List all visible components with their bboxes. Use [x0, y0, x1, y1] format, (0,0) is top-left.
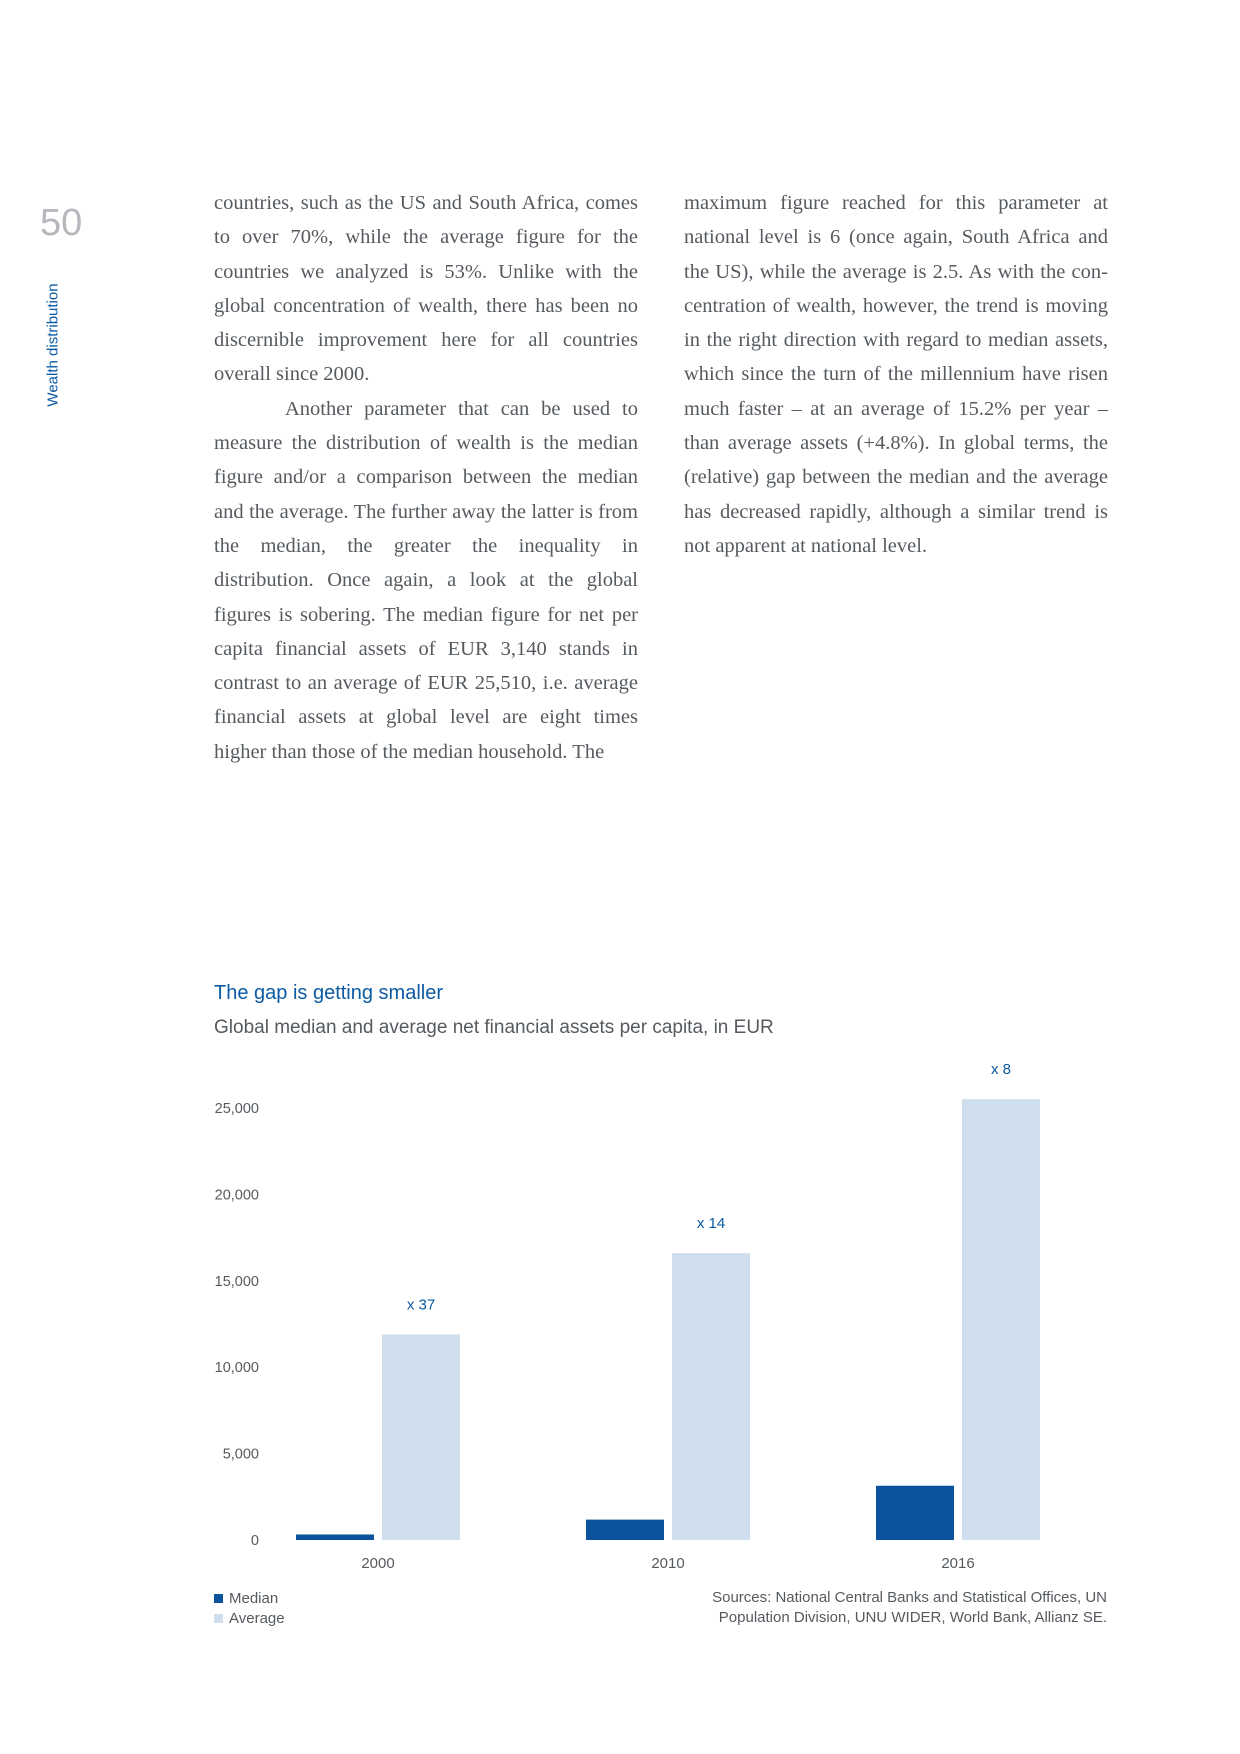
y-tick-label: 5,000	[222, 1446, 259, 1463]
bar-average-2000	[382, 1334, 460, 1540]
section-label: Wealth distribution	[44, 283, 62, 407]
x-tick-label: 2000	[361, 1555, 395, 1572]
chart-title: The gap is getting smaller	[214, 982, 444, 1004]
y-tick-label: 10,000	[214, 1360, 259, 1377]
bar-median-2016	[876, 1486, 954, 1540]
chart-sources: Sources: National Central Banks and Statistical Offices, UN Population Division, UNU WIDER, World Bank, Allianz SE.	[712, 1589, 1107, 1626]
bar-median-2000	[296, 1534, 374, 1540]
legend-label: Median	[229, 1589, 279, 1607]
chart-legend	[214, 1588, 285, 1628]
ratio-annotation: x 14	[696, 1215, 726, 1233]
ratio-annotation: x 8	[990, 1061, 1012, 1079]
legend-swatch-median	[214, 1594, 223, 1603]
legend-item-median	[214, 1588, 285, 1608]
paragraph: countries, such as the US and South Africa, comes to over 70%, while the average figure for the countries we analyzed is 53%. Unlike with the global concentration of wealth, there has been no discernible improvement here for all countries overall since 2000.	[214, 192, 638, 386]
x-tick-label: 2016	[941, 1555, 975, 1572]
text-column-left	[214, 186, 638, 769]
legend-item-average	[214, 1608, 285, 1628]
paragraph: Another parameter that can be used to measure the distribution of wealth is the median figure and/or a comparison between the median and the average. The further away the latter is from the median, the greater the inequality in distribution. Once again, a look at the global figures is sobering. The median figure for net per capita financial assets of EUR 3,140 stands in contrast to an average of EUR 25,510, i.e. average financial assets at global level are eight times higher than those of the median household. The	[214, 397, 638, 763]
ratio-annotation: x 37	[406, 1296, 436, 1314]
text-column-right	[684, 186, 1108, 563]
paragraph: maximum figure reached for this parameter at national level is 6 (once again, South Africa and the US), while the average is 2.5. As with the concentration of wealth, however, the trend is moving in the right direction with regard to median assets, which since the turn of the millennium have risen much faster – at an average of 15.2% per year – than average assets (+4.8%). In global terms, the (relative) gap between the median and the average has decreased rapidly, although a similar trend is not apparent at national level.	[684, 192, 1108, 557]
chart-subtitle: Global median and average net financial assets per capita, in EUR	[214, 1017, 774, 1038]
legend-swatch-average	[214, 1614, 223, 1623]
y-tick-label: 20,000	[214, 1187, 259, 1204]
y-tick-label: 15,000	[214, 1273, 259, 1290]
bar-median-2010	[586, 1520, 664, 1540]
y-tick-label: 25,000	[214, 1101, 259, 1117]
x-tick-label: 2010	[651, 1555, 685, 1572]
legend-label: Average	[229, 1609, 285, 1627]
bar-average-2016	[962, 1099, 1040, 1540]
bar-average-2010	[672, 1253, 750, 1540]
page-number: 50	[40, 202, 83, 244]
y-tick-label: 0	[250, 1533, 259, 1549]
